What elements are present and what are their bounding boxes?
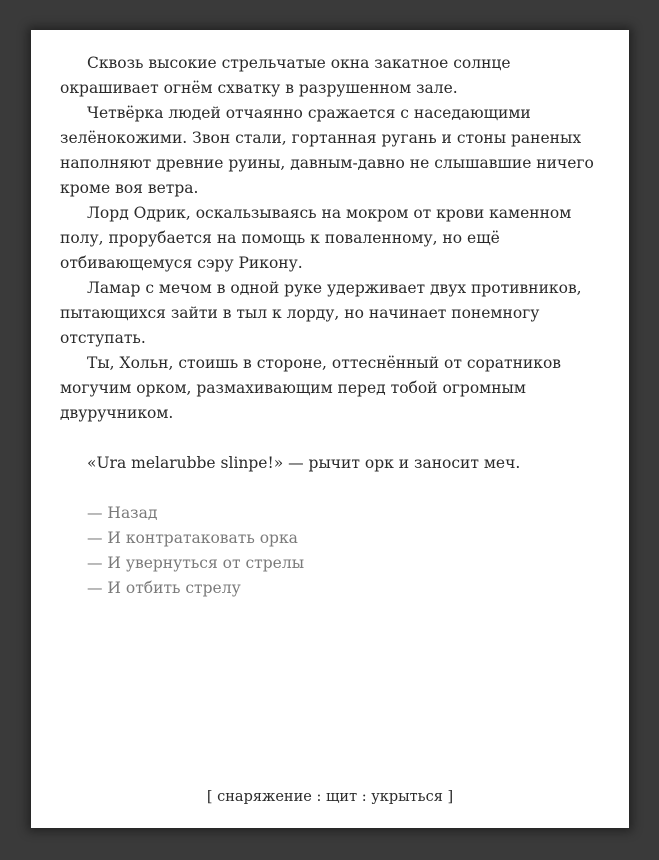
story-paragraph: Сквозь высокие стрельчатые окна закатное солнце окрашивает огнём схватку в разрушенном зале. <box>60 54 511 97</box>
story-paragraph: Ламар с мечом в одной руке удерживает двух противников, пытающихся зайти в тыл к лорду, но начинает понемногу отступать. <box>60 279 582 347</box>
spacer <box>60 426 610 451</box>
story-paragraph: Лорд Одрик, оскальзываясь на мокром от крови каменном полу, прорубается на помощь к поваленному, но ещё отбивающемуся сэру Рикону. <box>60 204 572 272</box>
shield-link[interactable]: щит <box>325 789 358 805</box>
choice-counterattack-orc[interactable]: — И контратаковать орка <box>87 529 298 547</box>
book-page <box>31 30 629 828</box>
separator: : <box>311 789 326 805</box>
story-text <box>60 51 610 601</box>
equipment-link[interactable]: снаряжение <box>217 789 312 805</box>
choice-list <box>60 501 610 601</box>
action-bar <box>31 787 629 807</box>
bracket-open: [ <box>206 789 218 805</box>
bracket-close: ] <box>442 789 454 805</box>
choice-parry-arrow[interactable]: — И отбить стрелу <box>87 579 241 597</box>
choice-dodge-arrow[interactable]: — И увернуться от стрелы <box>87 554 305 572</box>
separator: : <box>357 789 372 805</box>
spacer <box>60 476 610 501</box>
choice-back[interactable]: — Назад <box>87 504 158 522</box>
orc-speech: «Ura melarubbe slinpe!» — рычит орк и заносит меч. <box>87 454 521 472</box>
story-paragraph: Четвёрка людей отчаянно сражается с наседающими зелёнокожими. Звон стали, гортанная ругань и стоны раненых наполняют древние руины, давным-давно не слышавшие ничего кроме воя ветра. <box>60 104 594 197</box>
story-paragraph: Ты, Хольн, стоишь в стороне, оттеснённый от соратников могучим орком, размахивающим перед тобой огромным двуручником. <box>60 354 561 422</box>
take-cover-link[interactable]: укрыться <box>371 789 443 805</box>
